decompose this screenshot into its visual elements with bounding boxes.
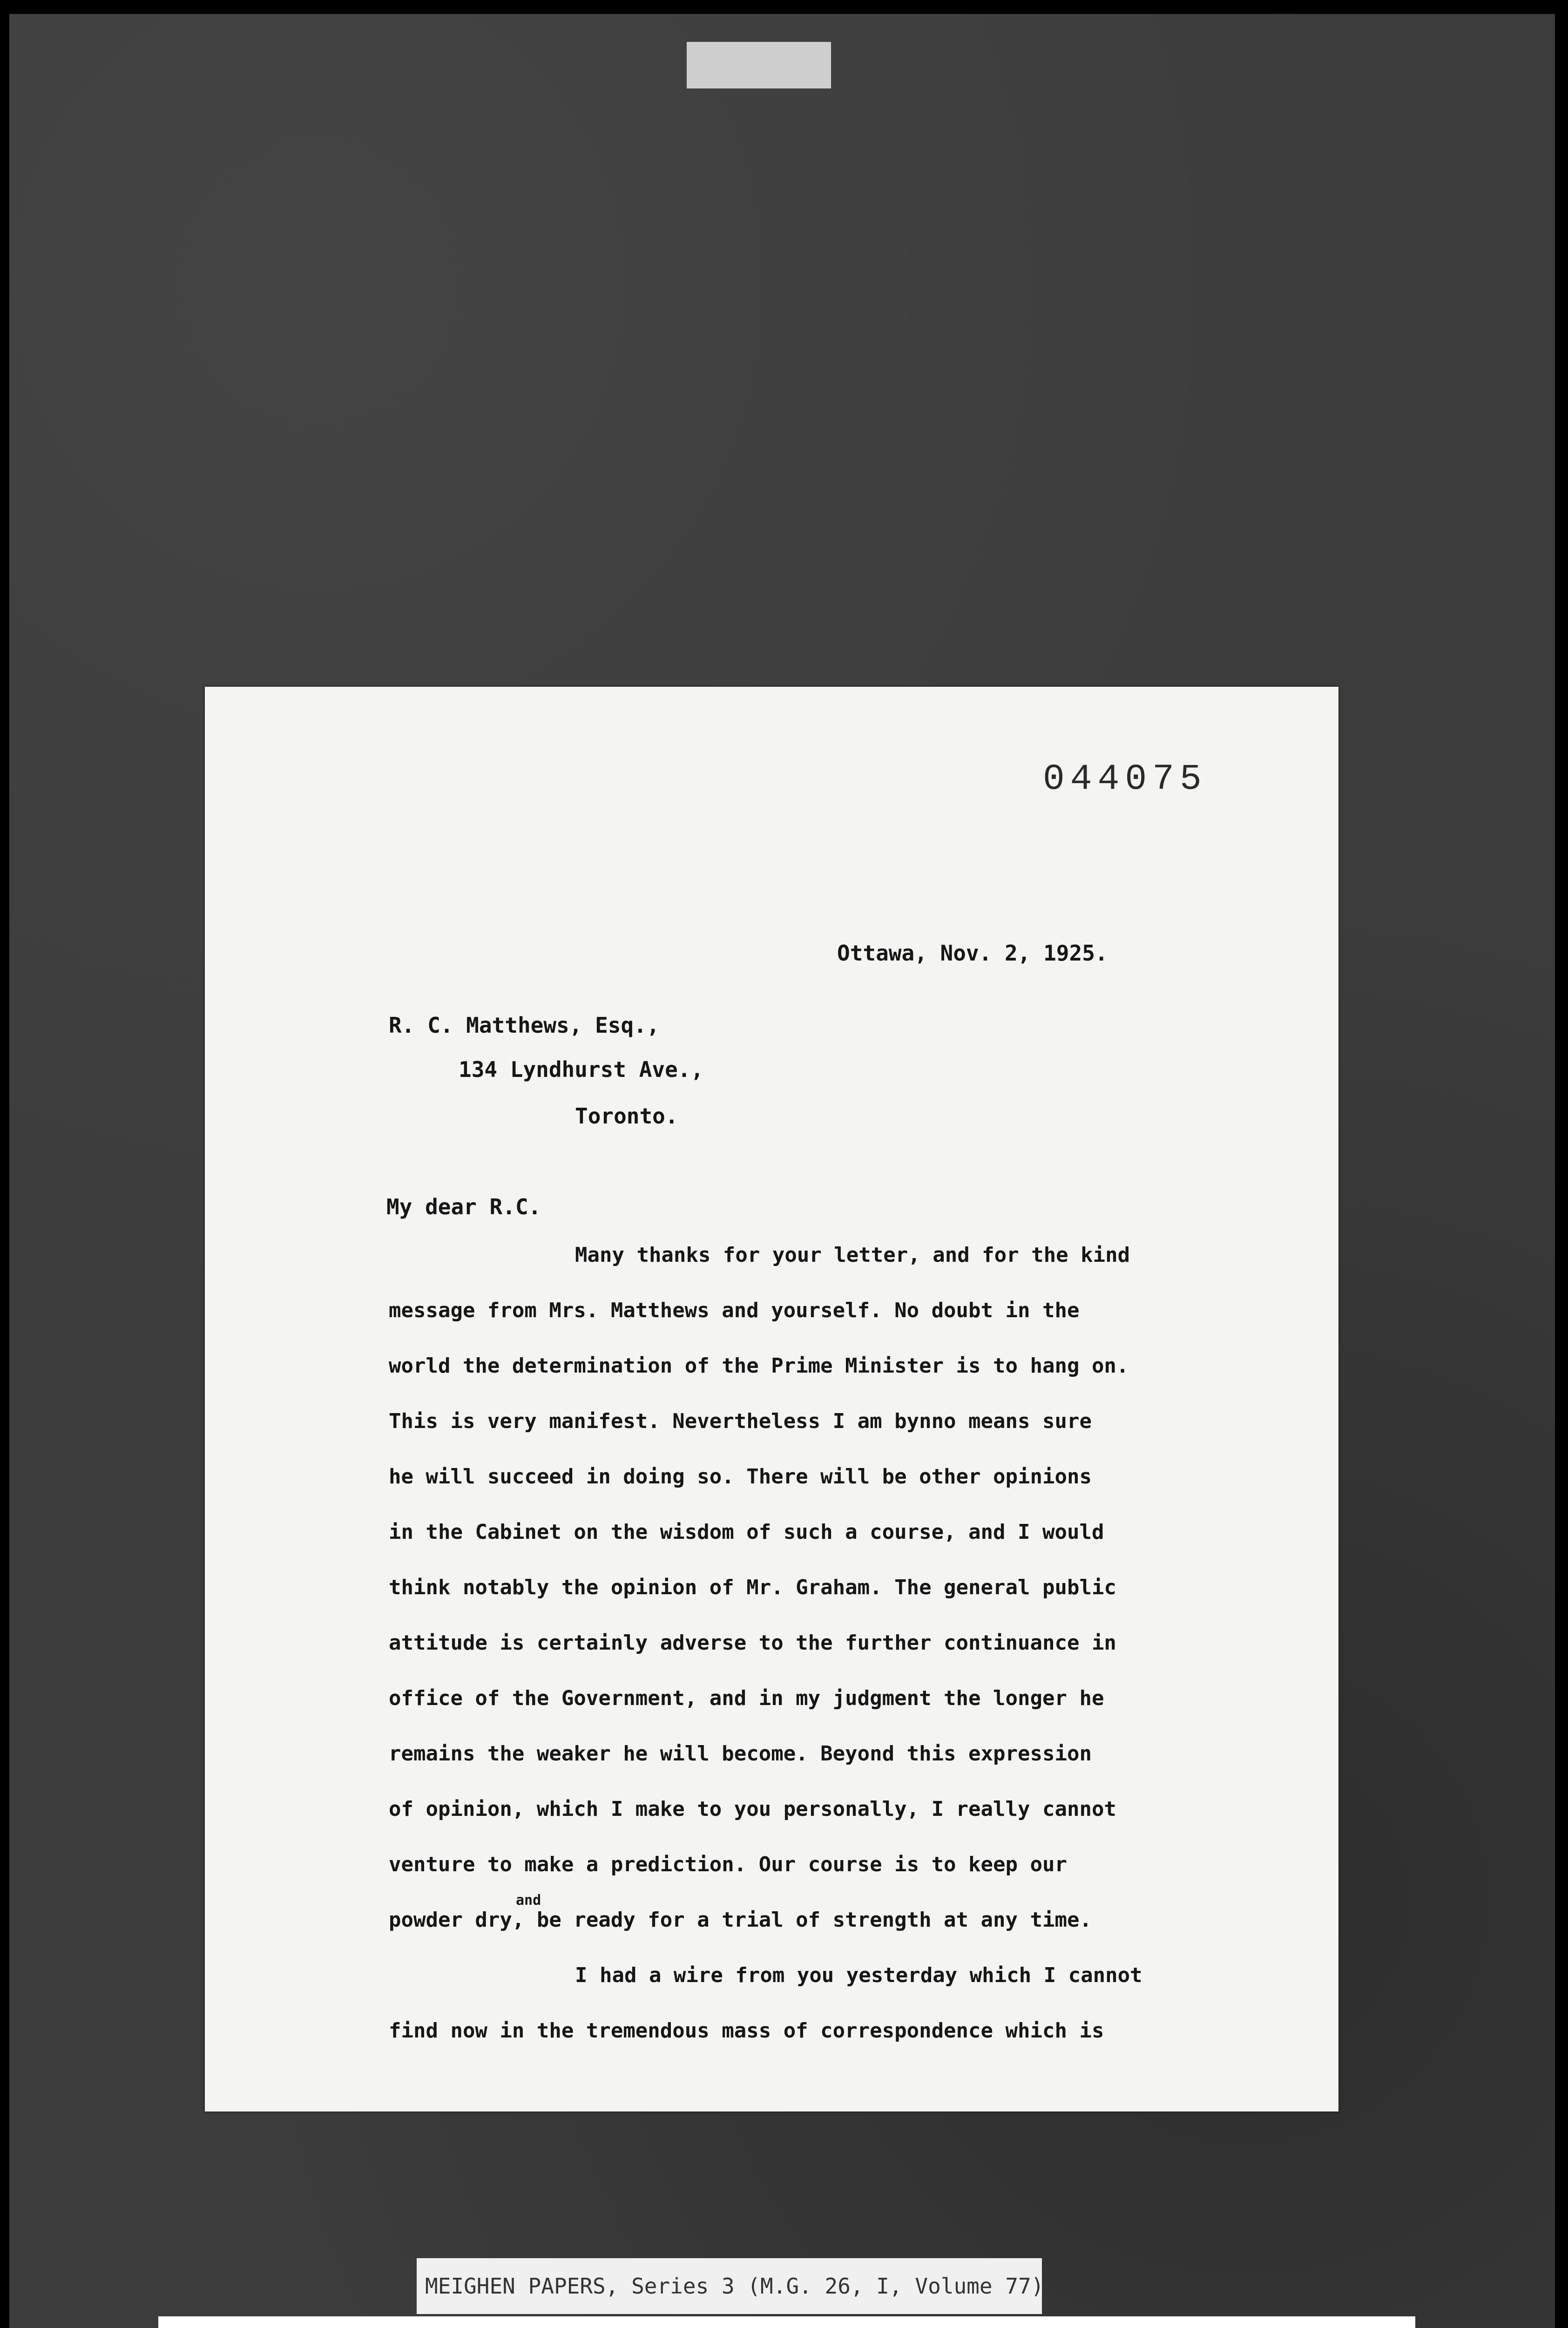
letter-dateline: Ottawa, Nov. 2, 1925.: [837, 941, 1108, 966]
letter-body-line: Many thanks for your letter, and for the kind: [575, 1243, 1130, 1267]
collection-caption: MEIGHEN PAPERS, Series 3 (M.G. 26, I, Volume 77): [417, 2258, 1042, 2314]
recipient-name: R. C. Matthews, Esq.,: [389, 1013, 660, 1038]
interlinear-insert: and: [516, 1892, 541, 1908]
recipient-city: Toronto.: [575, 1103, 678, 1129]
recipient-street: 134 Lyndhurst Ave.,: [459, 1057, 704, 1082]
letter-body-line: This is very manifest. Nevertheless I am bynno means sure: [389, 1409, 1092, 1433]
letter-salutation: My dear R.C.: [386, 1194, 541, 1219]
document-stamp-number: 044075: [1043, 759, 1207, 800]
letter-body-line: remains the weaker he will become. Beyond this expression: [389, 1742, 1092, 1766]
letter-body-line: message from Mrs. Matthews and yourself. No doubt in the: [389, 1299, 1080, 1322]
letter-body-line: attitude is certainly adverse to the further continuance in: [389, 1631, 1116, 1655]
letter-body-line: world the determination of the Prime Minister is to hang on.: [389, 1354, 1129, 1378]
letter-body-line: he will succeed in doing so. There will be other opinions: [389, 1465, 1092, 1489]
letter-body-line: I had a wire from you yesterday which I cannot: [575, 1963, 1142, 1987]
archives-label: [158, 2316, 1415, 2328]
letter-body-line: powder dry, be ready for a trial of strength at any time.: [389, 1908, 1092, 1932]
letter-body-line: venture to make a prediction. Our course is to keep our: [389, 1853, 1067, 1876]
letter-page: [205, 687, 1338, 2111]
letter-body-line: in the Cabinet on the wisdom of such a course, and I would: [389, 1520, 1104, 1544]
letter-body-line: think notably the opinion of Mr. Graham. The general public: [389, 1576, 1116, 1599]
letter-body-line: find now in the tremendous mass of correspondence which is: [389, 2019, 1104, 2043]
letter-body-line: office of the Government, and in my judgment the longer he: [389, 1686, 1104, 1710]
film-tab: [687, 42, 831, 88]
letter-body-line: of opinion, which I make to you personally, I really cannot: [389, 1797, 1116, 1821]
